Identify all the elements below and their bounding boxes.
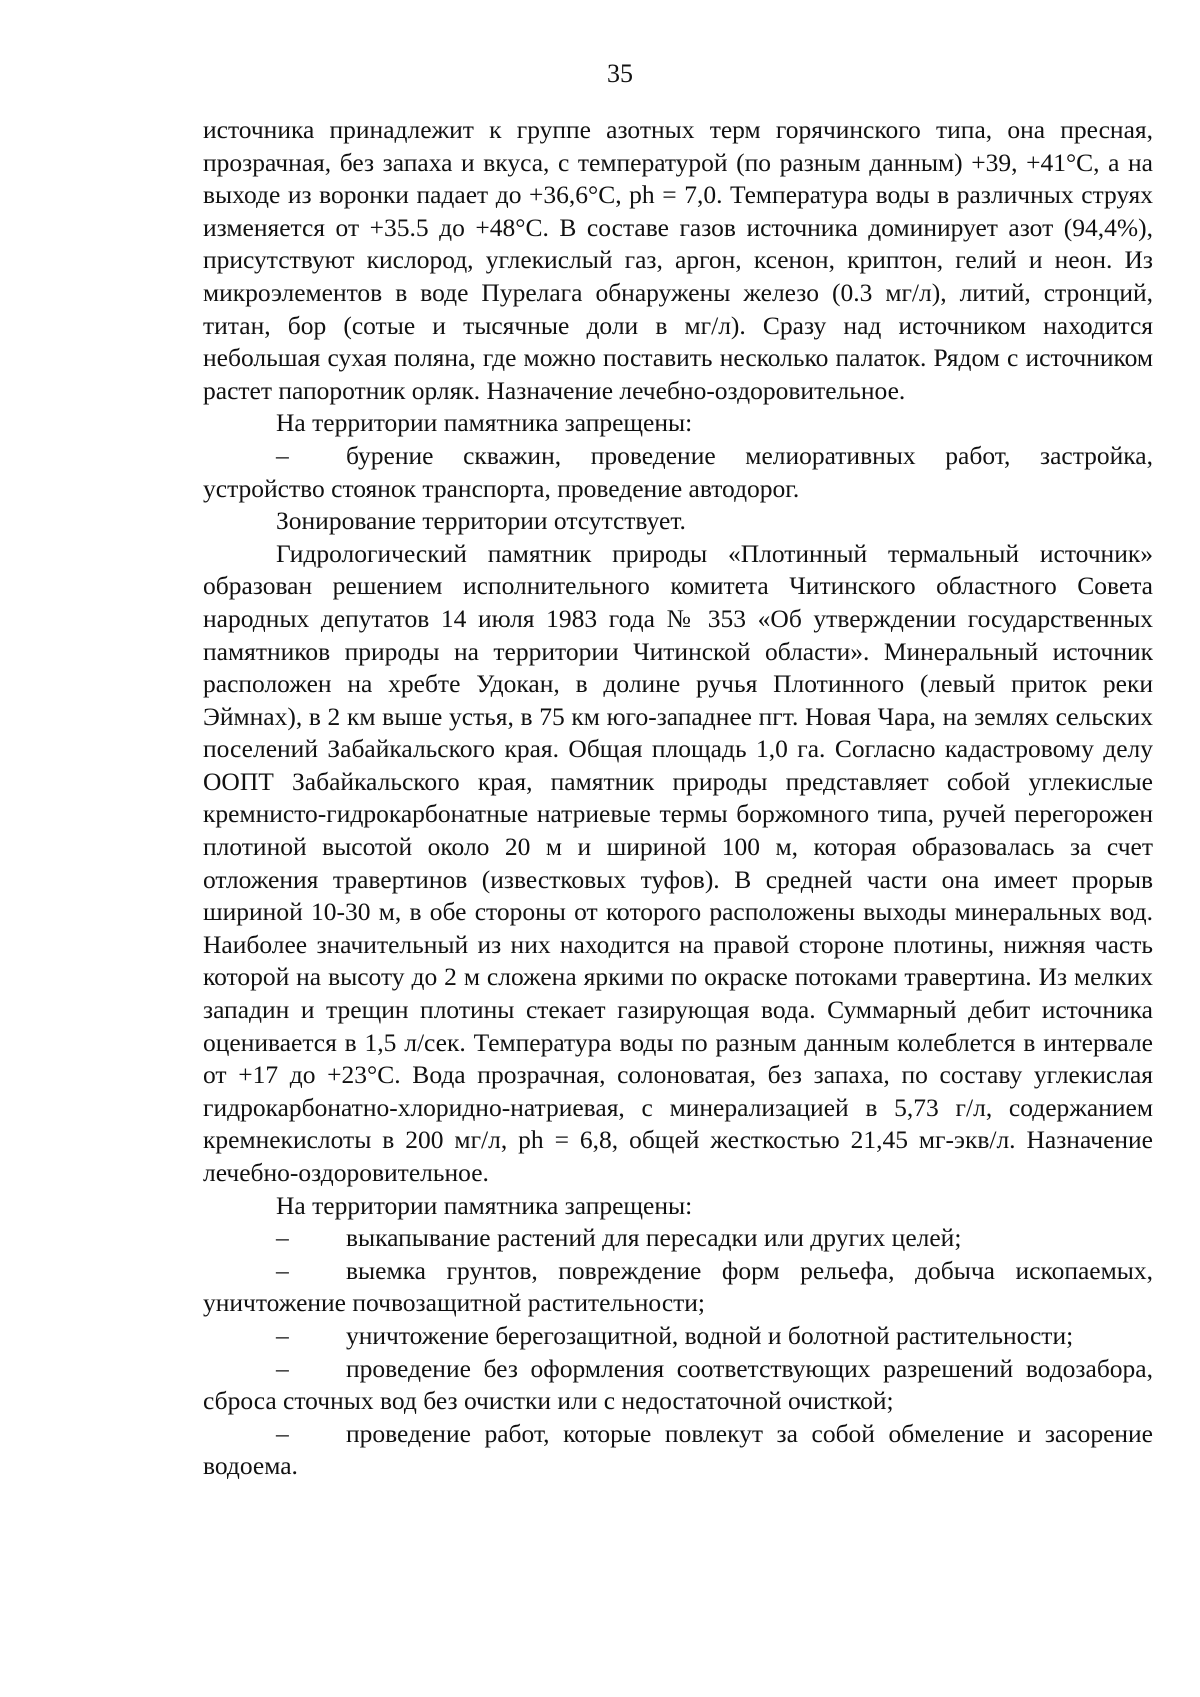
page-number: 35 — [607, 59, 633, 88]
paragraph-zoning: Зонирование территории отсутствует. — [276, 506, 686, 536]
list-item-text: выемка грунтов, повреждение форм рельефа, добыча ископаемых, уничтожение почвозащитной растительности; — [203, 1255, 1153, 1318]
list-item-prohibition — [203, 1320, 1153, 1353]
list-item-text: бурение скважин, проведение мелиоративных работ, застройка, устройство стоянок транспорта, проведение автодорог. — [203, 440, 1153, 503]
list-dash: – — [276, 440, 289, 470]
document-body — [203, 114, 1153, 1483]
list-item-text: проведение работ, которые повлекут за собой обмеление и засорение водоема. — [203, 1418, 1153, 1481]
list-item-text: выкапывание растений для пересадки или других целей; — [346, 1223, 962, 1253]
list-dash: – — [276, 1320, 289, 1350]
paragraph-plotinny-description: Гидрологический памятник природы «Плотинный термальный источник» образован решением исполнительного комитета Читинского областного Совета народных депутатов 14 июля 1983 года № 353 «Об утверждении государственных памятников природы на территории Читинской области». Минеральный источник расположен на хребте Удокан, в долине ручья Плотинного (левый приток реки Эймнах), в 2 км выше устья, в 75 км юго-западнее пгт. Новая Чара, на землях сельских поселений Забайкальского края. Общая площадь 1,0 га. Согласно кадастровому делу ООПТ Забайкальского края, памятник природы представляет собой углекислые кремнисто-гидрокарбонатные натриевые термы боржомного типа, ручей перегорожен плотиной высотой около 20 м и шириной 100 м, которая образовалась за счет отложения травертинов (известковых туфов). В средней части она имеет прорыв шириной 10-30 м, в обе стороны от которого расположены выходы минеральных вод. Наиболее значительный из них находится на правой стороне плотины, нижняя часть которой на высоту до 2 м сложена яркими по окраске потоками травертина. Из мелких западин и трещин плотины стекает газирующая вода. Суммарный дебит источника оценивается в 1,5 л/сек. Температура воды по разным данным колеблется в интервале от +17 до +23°С. Вода прозрачная, солоноватая, без запаха, по составу углекислая гидрокарбонатно-хлоридно-натриевая, с минерализацией в 5,73 г/л, содержанием кремнекислоты в 200 мг/л, ph = 6,8, общей жесткостью 21,45 мг-экв/л. Назначение лечебно-оздоровительное. — [203, 538, 1153, 1187]
paragraph-prohibitions-heading: На территории памятника запрещены: — [276, 1190, 693, 1220]
list-dash: – — [276, 1353, 289, 1383]
list-dash: – — [276, 1223, 289, 1253]
paragraph-purelag-description: источника принадлежит к группе азотных терм горячинского типа, она пресная, прозрачная, без запаха и вкуса, с температурой (по разным данным) +39, +41°C, а на выходе из воронки падает до +36,6°C, ph = 7,0. Температура воды в различных струях изменяется от +35.5 до +48°C. В составе газов источника доминирует азот (94,4%), присутствуют кислород, углекислый газ, аргон, ксенон, криптон, гелий и неон. Из микроэлементов в воде Пурелага обнаружены железо (0.3 мг/л), литий, стронций, титан, бор (сотые и тысячные доли в мг/л). Сразу над источником находится небольшая сухая поляна, где можно поставить несколько палаток. Рядом с источником растет папоротник орляк. Назначение лечебно-оздоровительное. — [203, 115, 1153, 405]
list-dash: – — [276, 1418, 289, 1448]
paragraph-prohibitions-heading: На территории памятника запрещены: — [276, 408, 693, 438]
list-item-text: проведение без оформления соответствующих разрешений водозабора, сброса сточных вод без очистки или с недостаточной очисткой; — [203, 1353, 1153, 1416]
list-item-prohibition — [203, 1353, 1153, 1418]
list-dash: – — [276, 1255, 289, 1285]
list-item-prohibition — [203, 440, 1153, 505]
list-item-prohibition — [203, 1255, 1153, 1320]
list-item-prohibition — [203, 1222, 1153, 1255]
list-item-prohibition — [203, 1418, 1153, 1483]
list-item-text: уничтожение берегозащитной, водной и болотной растительности; — [346, 1320, 1074, 1350]
